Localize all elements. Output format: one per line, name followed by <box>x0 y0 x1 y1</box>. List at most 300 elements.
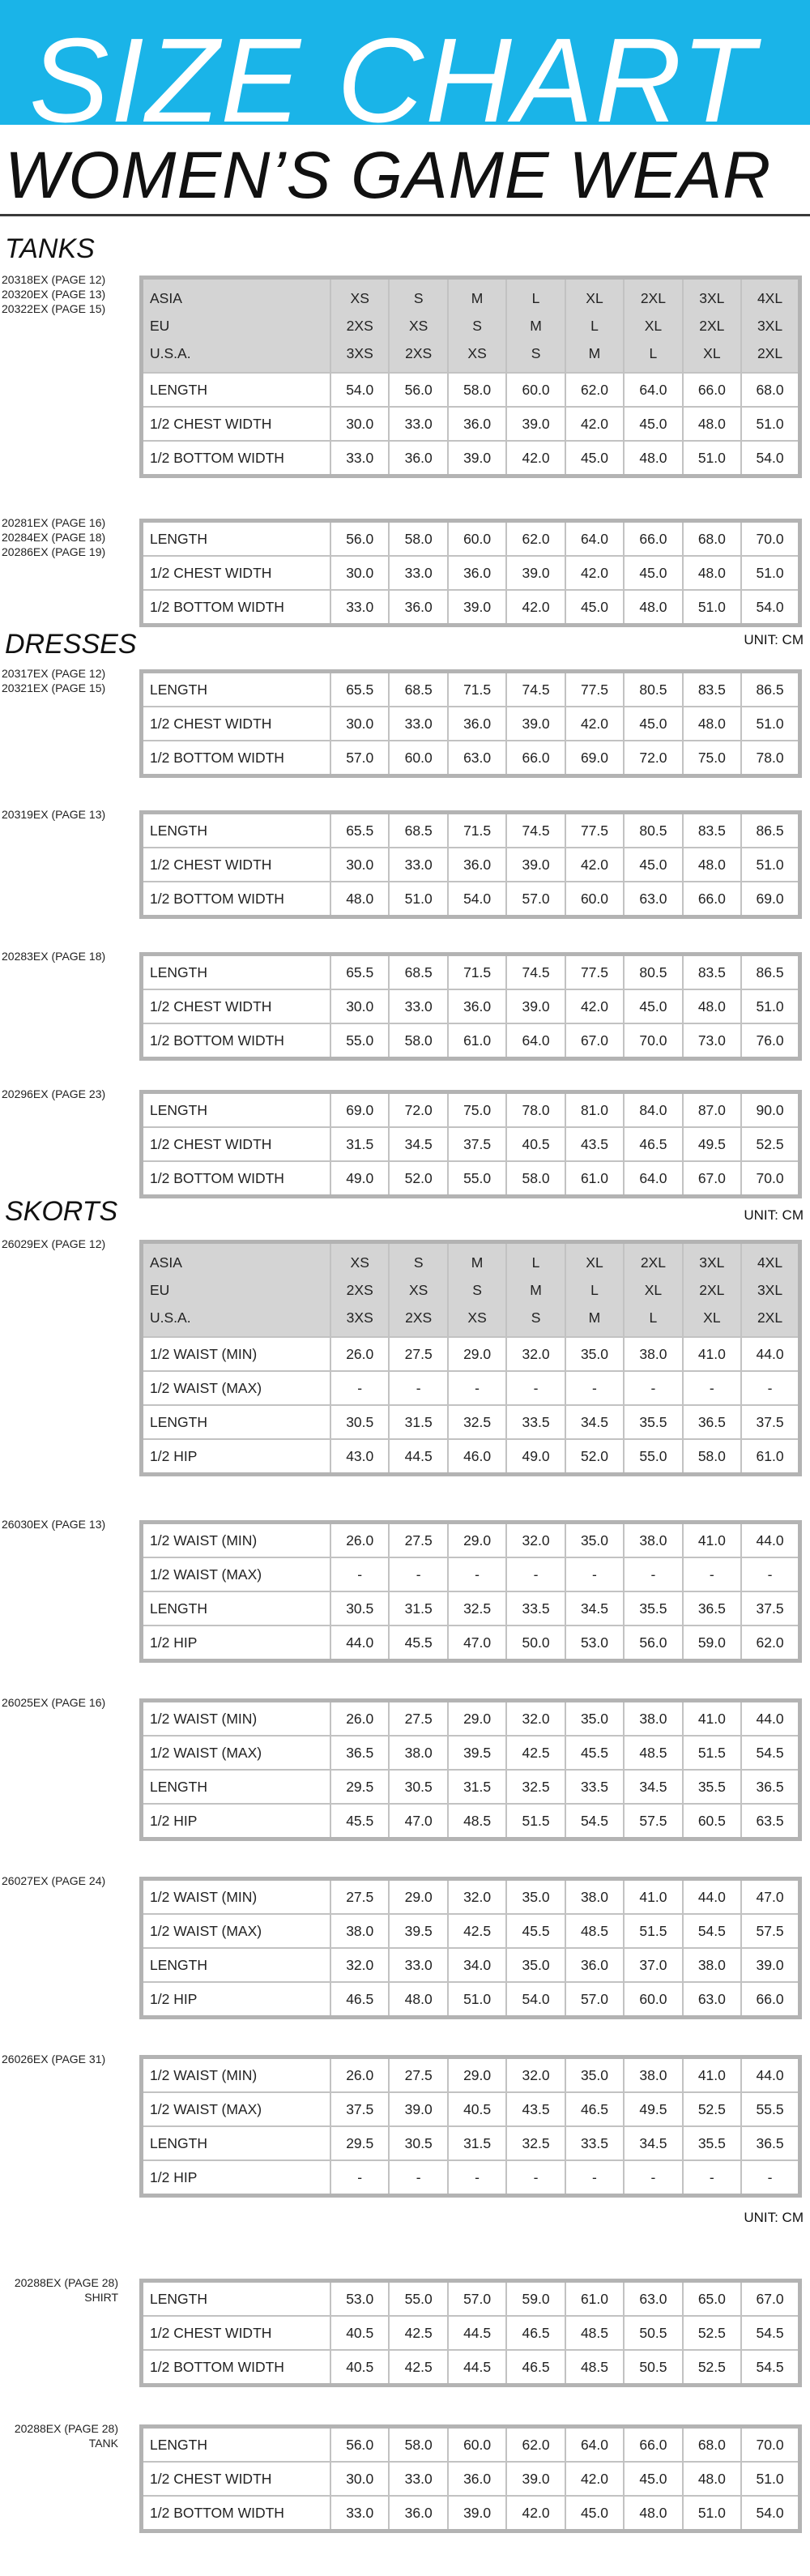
size-code: 3XS <box>330 340 389 373</box>
measurement-value: 83.5 <box>683 955 741 990</box>
measurement-label: 1/2 CHEST WIDTH <box>142 2316 331 2350</box>
measurement-row <box>142 373 800 407</box>
size-code: 2XL <box>741 1304 799 1337</box>
measurement-value: 60.0 <box>448 2427 506 2463</box>
measurement-value: 41.0 <box>683 1337 741 1371</box>
measurement-value: 39.0 <box>506 556 565 590</box>
measurement-value: 55.0 <box>330 1023 389 1059</box>
measurement-label: 1/2 BOTTOM WIDTH <box>142 1023 331 1059</box>
measurement-value: 42.0 <box>565 2462 624 2496</box>
size-code: L <box>506 1242 565 1277</box>
measurement-value: 62.0 <box>506 521 565 557</box>
measurement-value: 65.5 <box>330 955 389 990</box>
measurement-row <box>142 2462 800 2496</box>
measurement-label: LENGTH <box>142 1948 331 1982</box>
measurement-value: 54.5 <box>741 2316 799 2350</box>
measurement-row <box>142 521 800 557</box>
size-code: XL <box>565 1242 624 1277</box>
measurement-label: 1/2 WAIST (MAX) <box>142 1557 331 1591</box>
measurement-value: 74.5 <box>506 672 565 707</box>
measurement-value: 33.5 <box>565 2126 624 2160</box>
measurement-value: 32.5 <box>506 2126 565 2160</box>
style-number-line: 20320EX (PAGE 13) <box>2 288 106 301</box>
measurement-label: LENGTH <box>142 1591 331 1625</box>
style-number-label <box>2 2421 118 2450</box>
region-label: EU <box>142 312 331 340</box>
measurement-value: 36.5 <box>741 1770 799 1804</box>
measurement-value: 30.0 <box>330 2462 389 2496</box>
region-label: ASIA <box>142 1242 331 1277</box>
measurement-value: 48.0 <box>683 848 741 882</box>
measurement-value: 27.5 <box>389 2057 447 2093</box>
size-code: XS <box>330 278 389 313</box>
measurement-value: 30.5 <box>389 2126 447 2160</box>
measurement-value: 56.0 <box>389 373 447 407</box>
measurement-value: 87.0 <box>683 1092 741 1128</box>
measurement-label: LENGTH <box>142 1770 331 1804</box>
measurement-value: 27.5 <box>389 1701 447 1737</box>
measurement-value: 56.0 <box>330 2427 389 2463</box>
size-table <box>139 1090 802 1198</box>
measurement-value: 36.0 <box>448 407 506 441</box>
measurement-value: 30.0 <box>330 556 389 590</box>
measurement-value: 48.0 <box>683 407 741 441</box>
measurement-value: 55.0 <box>389 2281 447 2317</box>
measurement-value: 64.0 <box>624 1161 682 1197</box>
measurement-value: 33.0 <box>389 848 447 882</box>
measurement-value: 78.0 <box>506 1092 565 1128</box>
measurement-row <box>142 2496 800 2531</box>
style-number-line: 20284EX (PAGE 18) <box>2 531 106 544</box>
measurement-value: 66.0 <box>741 1982 799 2018</box>
measurement-value: 86.5 <box>741 672 799 707</box>
measurement-row <box>142 1736 800 1770</box>
measurement-value: 48.5 <box>565 2316 624 2350</box>
style-number-line: 20296EX (PAGE 23) <box>2 1087 106 1100</box>
measurement-value: 36.0 <box>448 989 506 1023</box>
size-code: L <box>506 278 565 313</box>
size-code: 3XS <box>330 1304 389 1337</box>
page-title: SIZE CHART <box>29 14 757 125</box>
size-code: 4XL <box>741 278 799 313</box>
measurement-value: 58.0 <box>683 1439 741 1475</box>
measurement-value: 30.0 <box>330 707 389 741</box>
style-number-line: 20321EX (PAGE 15) <box>2 681 106 694</box>
measurement-value: 68.5 <box>389 955 447 990</box>
measurement-value: 62.0 <box>506 2427 565 2463</box>
measurement-value: 46.5 <box>565 2092 624 2126</box>
measurement-value: 58.0 <box>389 521 447 557</box>
measurement-label: 1/2 WAIST (MIN) <box>142 2057 331 2093</box>
measurement-value: 55.0 <box>448 1161 506 1197</box>
measurement-value: - <box>741 1371 799 1405</box>
measurement-value: 45.0 <box>565 2496 624 2531</box>
measurement-value: 50.5 <box>624 2316 682 2350</box>
measurement-row <box>142 848 800 882</box>
size-header-row <box>142 1242 800 1277</box>
size-code: 3XL <box>741 312 799 340</box>
section-title: DRESSES <box>5 629 137 660</box>
measurement-value: 32.0 <box>448 1879 506 1915</box>
measurement-value: 72.0 <box>389 1092 447 1128</box>
measurement-value: 66.0 <box>683 882 741 917</box>
measurement-value: 39.5 <box>389 1914 447 1948</box>
measurement-label: 1/2 BOTTOM WIDTH <box>142 882 331 917</box>
unit-label: UNIT: CM <box>744 632 804 647</box>
measurement-value: 37.5 <box>330 2092 389 2126</box>
measurement-row <box>142 441 800 476</box>
size-table <box>139 952 802 1061</box>
measurement-value: 45.5 <box>565 1736 624 1770</box>
measurement-value: 45.0 <box>624 848 682 882</box>
measurement-row <box>142 1914 800 1948</box>
measurement-label: LENGTH <box>142 2427 331 2463</box>
measurement-value: 42.0 <box>565 407 624 441</box>
measurement-value: 33.0 <box>389 556 447 590</box>
measurement-label: 1/2 WAIST (MIN) <box>142 1879 331 1915</box>
measurement-value: 84.0 <box>624 1092 682 1128</box>
measurement-value: 74.5 <box>506 955 565 990</box>
measurement-value: 30.5 <box>330 1591 389 1625</box>
measurement-value: 29.0 <box>448 2057 506 2093</box>
measurement-value: 29.0 <box>448 1523 506 1558</box>
measurement-value: 80.5 <box>624 955 682 990</box>
page-subtitle: WOMEN’S GAME WEAR <box>5 139 772 212</box>
measurement-value: - <box>565 1371 624 1405</box>
measurement-value: 30.0 <box>330 989 389 1023</box>
size-code: M <box>565 340 624 373</box>
measurement-value: 66.0 <box>624 521 682 557</box>
measurement-value: 70.0 <box>741 521 799 557</box>
measurement-value: 39.0 <box>506 848 565 882</box>
measurement-value: 49.0 <box>330 1161 389 1197</box>
measurement-value: 57.0 <box>330 741 389 776</box>
measurement-value: 51.0 <box>741 989 799 1023</box>
measurement-value: 38.0 <box>330 1914 389 1948</box>
measurement-value: 62.0 <box>565 373 624 407</box>
measurement-label: 1/2 CHEST WIDTH <box>142 2462 331 2496</box>
measurement-value: 69.0 <box>741 882 799 917</box>
measurement-label: 1/2 CHEST WIDTH <box>142 1127 331 1161</box>
measurement-value: - <box>506 2160 565 2196</box>
size-table <box>139 810 802 919</box>
size-code: 2XL <box>741 340 799 373</box>
measurement-value: 53.0 <box>565 1625 624 1661</box>
measurement-value: - <box>624 1371 682 1405</box>
measurement-value: 35.0 <box>506 1879 565 1915</box>
measurement-value: - <box>448 2160 506 2196</box>
measurement-value: 33.5 <box>506 1405 565 1439</box>
measurement-value: 32.0 <box>506 2057 565 2093</box>
measurement-value: 56.0 <box>624 1625 682 1661</box>
size-header-row <box>142 1304 800 1337</box>
measurement-row <box>142 2350 800 2386</box>
measurement-value: 35.5 <box>683 1770 741 1804</box>
style-number-line: 20288EX (PAGE 28) <box>14 2422 118 2435</box>
measurement-label: LENGTH <box>142 1405 331 1439</box>
measurement-value: 65.0 <box>683 2281 741 2317</box>
size-table <box>139 1520 802 1663</box>
measurement-value: 63.0 <box>624 2281 682 2317</box>
measurement-value: 31.5 <box>389 1591 447 1625</box>
measurement-value: 58.0 <box>389 1023 447 1059</box>
measurement-value: 54.5 <box>741 2350 799 2386</box>
measurement-value: 68.5 <box>389 672 447 707</box>
measurement-value: - <box>506 1371 565 1405</box>
measurement-value: 42.0 <box>506 2496 565 2531</box>
measurement-value: 33.0 <box>330 2496 389 2531</box>
measurement-row <box>142 1439 800 1475</box>
measurement-value: 51.5 <box>624 1914 682 1948</box>
measurement-value: 38.0 <box>565 1879 624 1915</box>
measurement-value: 39.0 <box>506 407 565 441</box>
size-code: S <box>389 1242 447 1277</box>
size-table <box>139 669 802 778</box>
measurement-value: 38.0 <box>624 2057 682 2093</box>
measurement-value: 29.5 <box>330 2126 389 2160</box>
measurement-value: 30.5 <box>389 1770 447 1804</box>
measurement-value: 65.5 <box>330 672 389 707</box>
size-code: XL <box>683 1304 741 1337</box>
size-code: XS <box>389 312 447 340</box>
measurement-value: 69.0 <box>330 1092 389 1128</box>
measurement-label: 1/2 WAIST (MIN) <box>142 1701 331 1737</box>
measurement-value: 45.5 <box>389 1625 447 1661</box>
measurement-value: 53.0 <box>330 2281 389 2317</box>
measurement-row <box>142 2160 800 2196</box>
measurement-value: 80.5 <box>624 813 682 848</box>
measurement-value: 39.5 <box>448 1736 506 1770</box>
measurement-row <box>142 1127 800 1161</box>
measurement-value: 44.0 <box>741 1337 799 1371</box>
measurement-value: 44.0 <box>741 1701 799 1737</box>
measurement-value: - <box>330 1371 389 1405</box>
measurement-value: 32.5 <box>448 1591 506 1625</box>
size-code: 2XS <box>389 1304 447 1337</box>
measurement-value: 36.0 <box>389 590 447 626</box>
measurement-row <box>142 1701 800 1737</box>
measurement-value: 32.0 <box>506 1337 565 1371</box>
style-number-line: TANK <box>88 2437 118 2450</box>
measurement-value: 63.0 <box>624 882 682 917</box>
measurement-value: 34.5 <box>624 1770 682 1804</box>
measurement-row <box>142 2057 800 2093</box>
measurement-value: 44.5 <box>448 2350 506 2386</box>
measurement-value: 54.0 <box>448 882 506 917</box>
measurement-value: 75.0 <box>448 1092 506 1128</box>
measurement-row <box>142 1405 800 1439</box>
size-header-row <box>142 278 800 313</box>
measurement-value: 29.0 <box>448 1337 506 1371</box>
measurement-value: 60.0 <box>448 521 506 557</box>
measurement-value: 77.5 <box>565 672 624 707</box>
measurement-label: LENGTH <box>142 2281 331 2317</box>
measurement-value: 40.5 <box>330 2316 389 2350</box>
measurement-value: 74.5 <box>506 813 565 848</box>
size-code: M <box>448 278 506 313</box>
measurement-value: 42.5 <box>389 2350 447 2386</box>
measurement-value: 30.0 <box>330 848 389 882</box>
section-title: SKORTS <box>5 1196 118 1227</box>
style-number-line: 20288EX (PAGE 28) <box>14 2276 118 2289</box>
measurement-label: 1/2 HIP <box>142 1982 331 2018</box>
measurement-value: 59.0 <box>506 2281 565 2317</box>
measurement-value: 40.5 <box>506 1127 565 1161</box>
measurement-row <box>142 2092 800 2126</box>
size-code: S <box>506 1304 565 1337</box>
measurement-value: 51.0 <box>683 2496 741 2531</box>
measurement-row <box>142 1770 800 1804</box>
measurement-value: 51.0 <box>448 1982 506 2018</box>
size-code: XL <box>624 1276 682 1304</box>
measurement-value: 45.5 <box>506 1914 565 1948</box>
measurement-value: 48.0 <box>683 707 741 741</box>
measurement-value: 32.0 <box>506 1701 565 1737</box>
style-number-line: 20281EX (PAGE 16) <box>2 516 106 529</box>
measurement-value: 31.5 <box>330 1127 389 1161</box>
style-number-line: 20319EX (PAGE 13) <box>2 808 106 821</box>
measurement-row <box>142 1625 800 1661</box>
measurement-value: 51.0 <box>683 590 741 626</box>
measurement-value: 48.0 <box>683 556 741 590</box>
measurement-row <box>142 813 800 848</box>
measurement-value: 68.5 <box>389 813 447 848</box>
measurement-value: 39.0 <box>506 707 565 741</box>
style-number-label <box>2 1873 139 1888</box>
measurement-value: 64.0 <box>565 521 624 557</box>
measurement-value: 27.5 <box>330 1879 389 1915</box>
measurement-value: 69.0 <box>565 741 624 776</box>
measurement-value: 56.0 <box>330 521 389 557</box>
measurement-value: 36.0 <box>389 2496 447 2531</box>
measurement-value: 38.0 <box>683 1948 741 1982</box>
measurement-value: 36.0 <box>448 2462 506 2496</box>
size-table <box>139 519 802 627</box>
measurement-value: 48.0 <box>624 2496 682 2531</box>
measurement-value: 73.0 <box>683 1023 741 1059</box>
measurement-value: 29.5 <box>330 1770 389 1804</box>
measurement-label: 1/2 HIP <box>142 1439 331 1475</box>
measurement-value: 66.0 <box>506 741 565 776</box>
measurement-label: 1/2 CHEST WIDTH <box>142 989 331 1023</box>
measurement-value: 37.0 <box>624 1948 682 1982</box>
measurement-value: 46.5 <box>330 1982 389 2018</box>
measurement-value: - <box>683 1557 741 1591</box>
measurement-value: 51.5 <box>506 1804 565 1839</box>
measurement-label: 1/2 BOTTOM WIDTH <box>142 2496 331 2531</box>
measurement-value: 77.5 <box>565 955 624 990</box>
measurement-value: 35.0 <box>506 1948 565 1982</box>
measurement-value: - <box>624 1557 682 1591</box>
size-code: 2XL <box>624 278 682 313</box>
measurement-row <box>142 2427 800 2463</box>
measurement-value: 45.0 <box>624 2462 682 2496</box>
measurement-row <box>142 882 800 917</box>
size-code: L <box>624 340 682 373</box>
measurement-value: 50.0 <box>506 1625 565 1661</box>
measurement-row <box>142 1161 800 1197</box>
measurement-value: 61.0 <box>565 1161 624 1197</box>
measurement-value: 47.0 <box>389 1804 447 1839</box>
measurement-value: 46.5 <box>624 1127 682 1161</box>
measurement-value: 36.0 <box>448 707 506 741</box>
measurement-value: 54.0 <box>741 2496 799 2531</box>
measurement-value: 47.0 <box>448 1625 506 1661</box>
measurement-row <box>142 1879 800 1915</box>
measurement-value: - <box>448 1557 506 1591</box>
measurement-value: 44.5 <box>389 1439 447 1475</box>
measurement-value: 68.0 <box>683 2427 741 2463</box>
size-code: XS <box>330 1242 389 1277</box>
measurement-value: 57.0 <box>565 1982 624 2018</box>
measurement-label: LENGTH <box>142 813 331 848</box>
style-number-label <box>2 949 139 963</box>
measurement-value: 33.0 <box>389 989 447 1023</box>
measurement-value: - <box>389 1557 447 1591</box>
measurement-row <box>142 407 800 441</box>
measurement-value: 51.0 <box>741 848 799 882</box>
measurement-label: 1/2 BOTTOM WIDTH <box>142 2350 331 2386</box>
measurement-value: 35.0 <box>565 2057 624 2093</box>
measurement-value: 65.5 <box>330 813 389 848</box>
measurement-value: 39.0 <box>448 441 506 476</box>
size-code: M <box>506 1276 565 1304</box>
measurement-label: LENGTH <box>142 672 331 707</box>
size-code: XS <box>448 1304 506 1337</box>
measurement-value: 42.0 <box>506 590 565 626</box>
size-code: 2XL <box>624 1242 682 1277</box>
measurement-value: 41.0 <box>683 1523 741 1558</box>
measurement-value: 43.5 <box>565 1127 624 1161</box>
measurement-label: 1/2 WAIST (MAX) <box>142 1371 331 1405</box>
measurement-value: 46.5 <box>506 2316 565 2350</box>
style-number-line: 20317EX (PAGE 12) <box>2 667 106 680</box>
measurement-value: 81.0 <box>565 1092 624 1128</box>
measurement-value: 83.5 <box>683 672 741 707</box>
measurement-value: 41.0 <box>683 1701 741 1737</box>
measurement-row <box>142 1948 800 1982</box>
measurement-value: 32.0 <box>330 1948 389 1982</box>
measurement-value: 75.0 <box>683 741 741 776</box>
measurement-value: 54.0 <box>506 1982 565 2018</box>
measurement-value: 48.0 <box>624 441 682 476</box>
measurement-value: 36.5 <box>330 1736 389 1770</box>
measurement-value: 36.0 <box>448 556 506 590</box>
measurement-value: 66.0 <box>683 373 741 407</box>
measurement-label: 1/2 WAIST (MIN) <box>142 1337 331 1371</box>
measurement-value: 37.5 <box>448 1127 506 1161</box>
measurement-value: 54.5 <box>683 1914 741 1948</box>
style-number-label <box>2 515 139 559</box>
measurement-value: 54.0 <box>330 373 389 407</box>
measurement-value: 42.0 <box>565 556 624 590</box>
measurement-row <box>142 2126 800 2160</box>
measurement-value: - <box>741 2160 799 2196</box>
measurement-value: 63.5 <box>741 1804 799 1839</box>
measurement-label: 1/2 CHEST WIDTH <box>142 707 331 741</box>
measurement-value: 40.5 <box>448 2092 506 2126</box>
measurement-value: 51.0 <box>683 441 741 476</box>
measurement-value: 37.5 <box>741 1591 799 1625</box>
measurement-value: 39.0 <box>741 1948 799 1982</box>
measurement-value: 52.5 <box>683 2316 741 2350</box>
measurement-value: 38.0 <box>624 1337 682 1371</box>
size-code: 3XL <box>683 1242 741 1277</box>
measurement-label: 1/2 BOTTOM WIDTH <box>142 441 331 476</box>
measurement-value: 42.0 <box>506 441 565 476</box>
measurement-value: 63.0 <box>448 741 506 776</box>
measurement-value: 33.0 <box>389 2462 447 2496</box>
